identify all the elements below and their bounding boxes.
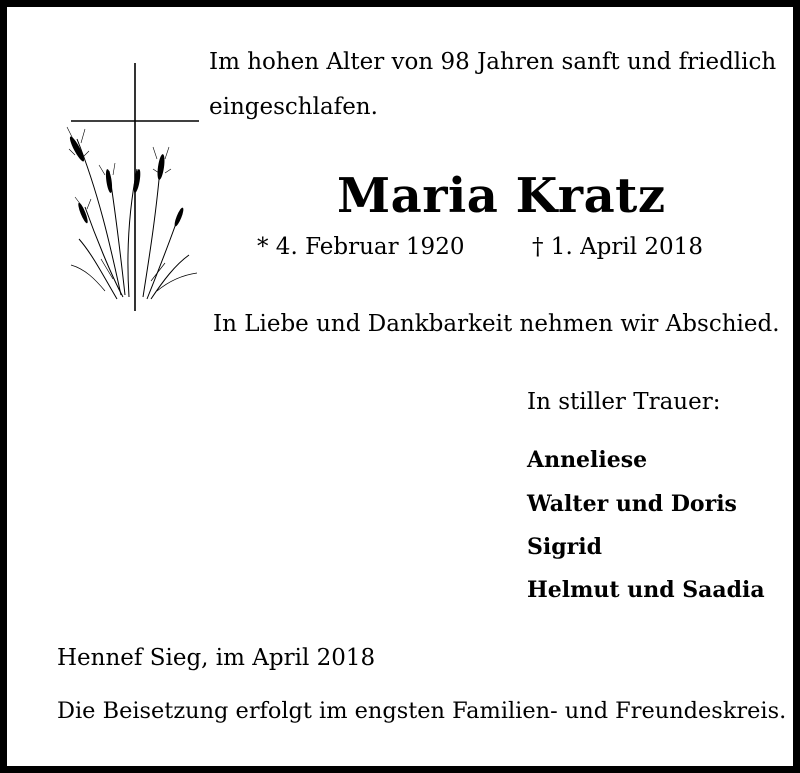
place-date: Hennef Sieg, im April 2018 <box>57 645 376 671</box>
mourner-name: Anneliese <box>527 447 648 473</box>
funeral-note: Die Beisetzung erfolgt im engsten Familien- und Freundeskreis. <box>57 698 787 724</box>
mourner-name: Sigrid <box>527 534 602 560</box>
mourner-name: Helmut und Saadia <box>527 577 765 603</box>
intro-line-2: eingeschlafen. <box>209 94 378 120</box>
death-date: † 1. April 2018 <box>532 234 703 260</box>
deceased-name: Maria Kratz <box>337 168 666 224</box>
farewell-text: In Liebe und Dankbarkeit nehmen wir Abschied. <box>213 311 780 337</box>
intro-line-1: Im hohen Alter von 98 Jahren sanft und friedlich <box>209 49 777 75</box>
cross-with-wheat-icon <box>65 59 205 315</box>
birth-date: * 4. Februar 1920 <box>257 234 465 260</box>
mourner-name: Walter und Doris <box>527 491 737 517</box>
mourners-heading: In stiller Trauer: <box>527 389 721 415</box>
